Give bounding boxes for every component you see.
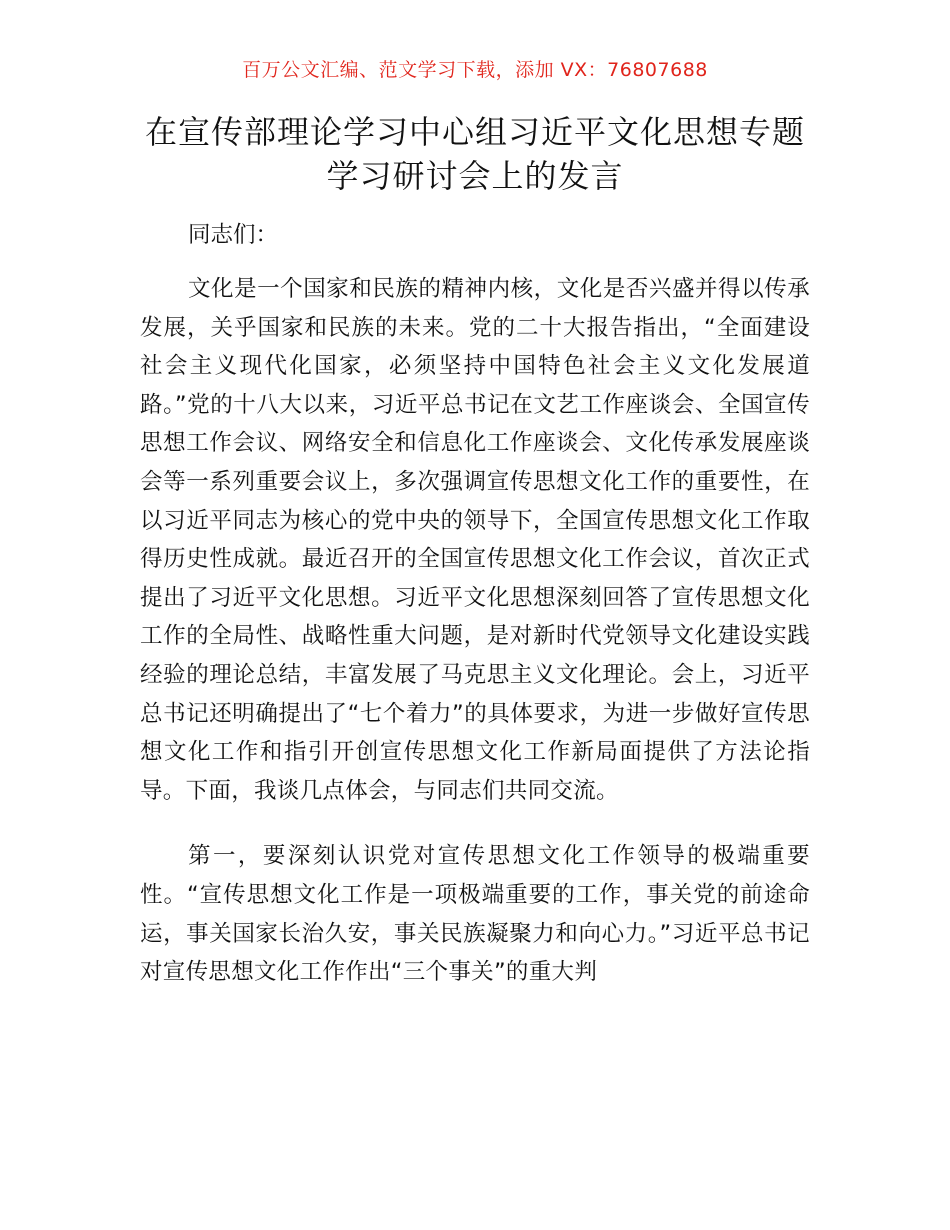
body-paragraph: 第一，要深刻认识党对宣传思想文化工作领导的极端重要性。“宣传思想文化工作是一项极端重要的工作，事关党的前途命运，事关国家长治久安，事关民族凝聚力和向心力。”习近平总书记对宣传思想文化工作作出“三个事关”的重大判 bbox=[140, 843, 810, 986]
document-title bbox=[140, 110, 810, 198]
title-line-2: 学习研讨会上的发言 bbox=[326, 157, 624, 195]
watermark-banner: 百万公文汇编、范文学习下载，添加 VX：76807688 bbox=[242, 59, 708, 81]
title-line-1: 在宣传部理论学习中心组习近平文化思想专题 bbox=[144, 113, 805, 151]
body-paragraph: 文化是一个国家和民族的精神内核，文化是否兴盛并得以传承发展，关乎国家和民族的未来。党的二十大报告指出，“全面建设社会主义现代化国家，必须坚持中国特色社会主义文化发展道路。”党的十八大以来，习近平总书记在文艺工作座谈会、全国宣传思想工作会议、网络安全和信息化工作座谈会、文化传承发展座谈会等一系列重要会议上，多次强调宣传思想文化工作的重要性，在以习近平同志为核心的党中央的领导下，全国宣传思想文化工作取得历史性成就。最近召开的全国宣传思想文化工作会议，首次正式提出了习近平文化思想。习近平文化思想深刻回答了宣传思想文化工作的全局性、战略性重大问题，是对新时代党领导文化建设实践经验的理论总结，丰富发展了马克思主义文化理论。会上，习近平总书记还明确提出了“七个着力”的具体要求，为进一步做好宣传思想文化工作和指引开创宣传思想文化工作新局面提供了方法论指导。下面，我谈几点体会，与同志们共同交流。 bbox=[140, 276, 810, 804]
greeting: 同志们： bbox=[188, 222, 279, 248]
